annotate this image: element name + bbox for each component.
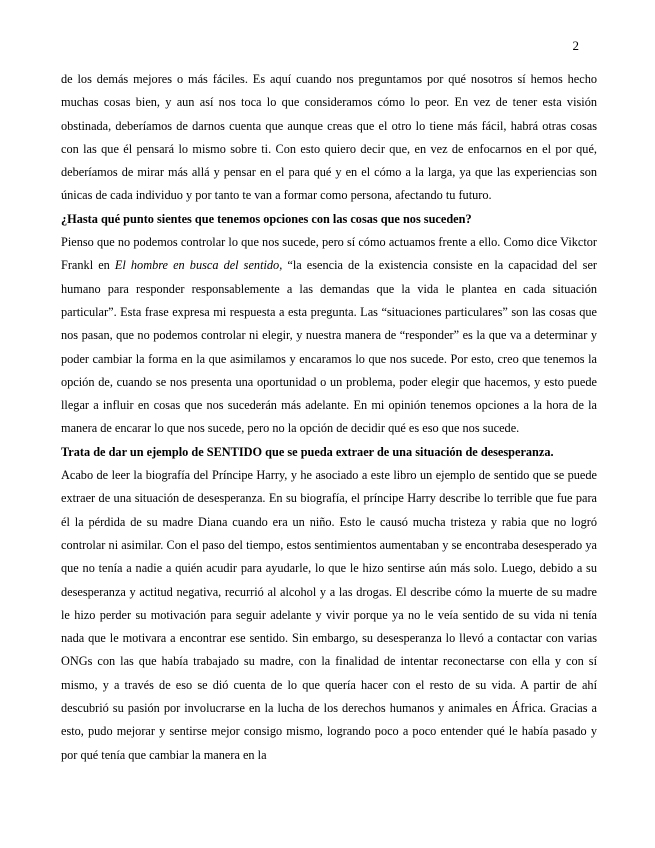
question-heading-2: Trata de dar un ejemplo de SENTIDO que se pueda extraer de una situación de desesperanza. <box>61 444 554 459</box>
paragraph-2-intro: Pienso que no podemos controlar lo que nos sucede, pero sí cómo actuamos frente a ello. Como dice Vikctor Frankl en <box>61 235 597 273</box>
paragraph-2 <box>61 231 597 441</box>
book-title: El hombre en busca del sentido, <box>114 258 283 273</box>
document-body <box>61 68 597 767</box>
paragraph-3: Acabo de leer la biografía del Príncipe Harry, y he asociado a este libro un ejemplo de sentido que se puede extraer de una situación de desesperanza. En su biografía, el príncipe Harry describe lo terrible que fue para él la pérdida de su madre Diana cuando era un niño. Esto le causó mucha tristeza y rabia que no logró controlar ni asimilar. Con el paso del tiempo, estos sentimientos aumentaban y se encontraba desesperado ya que no tenía a nadie a quién acudir para ayudarle, lo que le hizo sentirse aún más solo. Luego, debido a su desesperanza y actitud negativa, recurrió al alcohol y a las drogas. El describe cómo la muerte de su madre le hizo perder su motivación para seguir adelante y vivir porque ya no le veía sentido de su vida ni tenía nada que le motivara a encontrar ese sentido. Sin embargo, su desesperanza lo llevó a contactar con varias ONGs con las que había trabajado su madre, con la finalidad de intentar reconectarse con ella y con sí mismo, y a través de eso se dió cuenta de lo que quería hacer con el resto de su vida. A partir de ahí descubrió su pasión por involucrarse en la lucha de los derechos humanos y animales en África. Gracias a esto, pudo mejorar y sentirse mejor consigo mismo, logrando poco a poco entender qué le había pasado y por qué tenía que cambiar la manera en la <box>61 468 597 762</box>
page-number: 2 <box>572 38 579 53</box>
paragraph-1: de los demás mejores o más fáciles. Es aquí cuando nos preguntamos por qué nosotros sí hemos hecho muchas cosas bien, y aun así nos toca lo que consideramos cómo lo peor. En vez de tener esta visión obstinada, deberíamos de darnos cuenta que aunque creas que el otro lo tiene más fácil, habrá otras cosas con las que él pensará lo mismo sobre ti. Con esto quiero decir que, en vez de enfocarnos en el por qué, deberíamos de mirar más allá y pensar en el para qué y en el cómo a la larga, ya que las experiencias son únicas de cada individuo y por tanto te van a formar como persona, afectando tu futuro. <box>61 72 597 203</box>
paragraph-2-rest: “la esencia de la existencia consiste en la capacidad del ser humano para responder responsablemente a las demandas que la vida le plantea en cada situación particular”. Esta frase expresa mi respuesta a esta pregunta. Las “situaciones particulares” son las cosas que nos pasan, que no podemos controlar ni elegir, y nuestra manera de “responder” es la que va a determinar y poder cambiar la forma en la que asimilamos y encaramos lo que nos sucede. Por esto, creo que tenemos la opción de, cuando se nos presenta una oportunidad o un problema, poder elegir que hacemos, y esto puede llegar a influir en cosas que nos sucederán más adelante. En mi opinión tenemos opciones a la hora de la manera de encarar lo que nos sucede, pero no la opción de decidir qué es eso que nos sucede. <box>61 258 597 436</box>
question-heading-1: ¿Hasta qué punto sientes que tenemos opciones con las cosas que nos suceden? <box>61 211 472 226</box>
